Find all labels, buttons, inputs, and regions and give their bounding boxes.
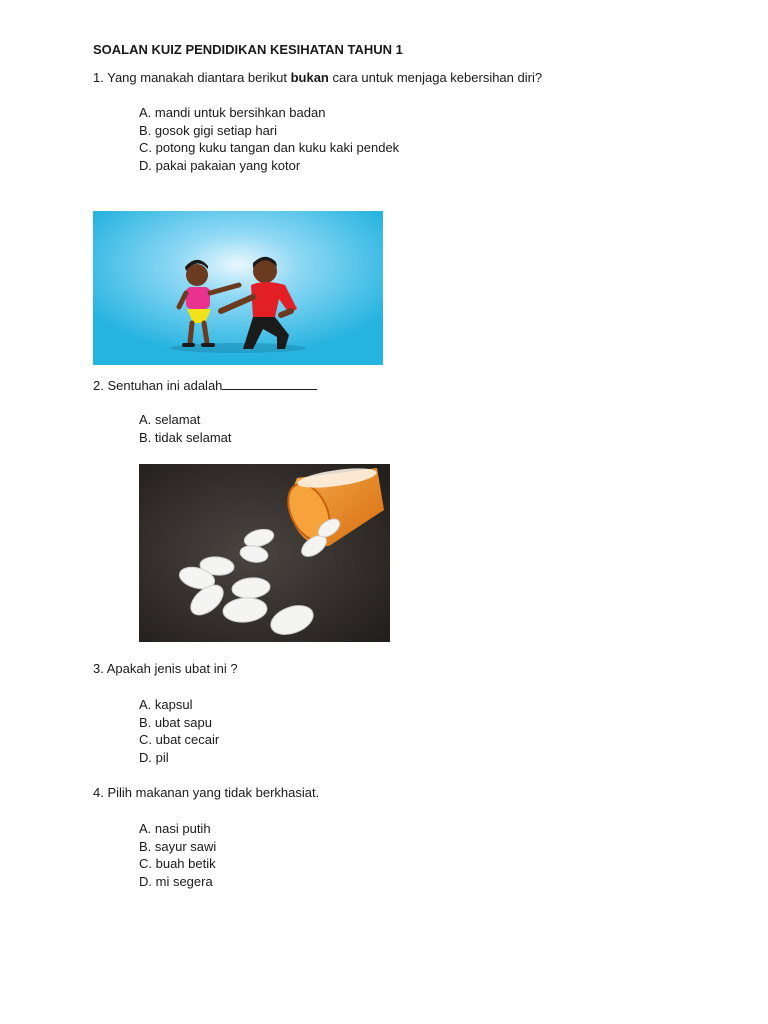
question-4-option-b: B. sayur sawi [139, 838, 217, 854]
question-3-option-d: D. pil [139, 750, 169, 766]
question-2-options [139, 411, 232, 446]
question-3-option-c: C. ubat cecair [139, 732, 220, 748]
question-4-options [139, 820, 216, 891]
question-4 [93, 785, 319, 800]
question-2-option-a: A. selamat [139, 412, 201, 427]
question-4-option-c: C. buah betik [139, 856, 216, 872]
question-2-option-b: B. tidak selamat [139, 429, 232, 445]
question-4-option-a: A. nasi putih [139, 821, 211, 836]
question-3-text: Apakah jenis ubat ini ? [106, 661, 238, 676]
question-3-option-a: A. kapsul [139, 697, 193, 712]
question-2 [93, 377, 317, 393]
question-1-text-before: Yang manakah diantara berikut [107, 70, 287, 85]
question-1-option-c: C. potong kuku tangan dan kuku kaki pendek [139, 140, 400, 156]
question-1-options [139, 104, 399, 175]
question-3-option-b: B. ubat sapu [139, 714, 212, 730]
question-3-number: 3. [93, 661, 104, 676]
question-1-option-d: D. pakai pakaian yang kotor [139, 158, 301, 174]
question-1-number: 1. [93, 70, 104, 85]
unsafe-touch-illustration [93, 211, 383, 365]
question-3 [93, 661, 238, 676]
quiz-title: SOALAN KUIZ PENDIDIKAN KESIHATAN TAHUN 1 [93, 42, 403, 57]
answer-blank [222, 377, 317, 390]
question-1-keyword: bukan [290, 70, 329, 85]
question-1-option-a: A. mandi untuk bersihkan badan [139, 105, 326, 120]
question-1-text-after: cara untuk menjaga kebersihan diri? [332, 70, 543, 85]
question-2-number: 2. [93, 378, 104, 393]
pills-photo [139, 464, 390, 642]
question-1-option-b: B. gosok gigi setiap hari [139, 122, 278, 138]
question-4-number: 4. [93, 785, 104, 800]
question-3-options [139, 696, 219, 767]
question-4-text: Pilih makanan yang tidak berkhasiat. [107, 785, 320, 800]
question-1 [93, 70, 542, 85]
question-2-text: Sentuhan ini adalah [107, 378, 223, 393]
question-4-option-d: D. mi segera [139, 874, 213, 890]
